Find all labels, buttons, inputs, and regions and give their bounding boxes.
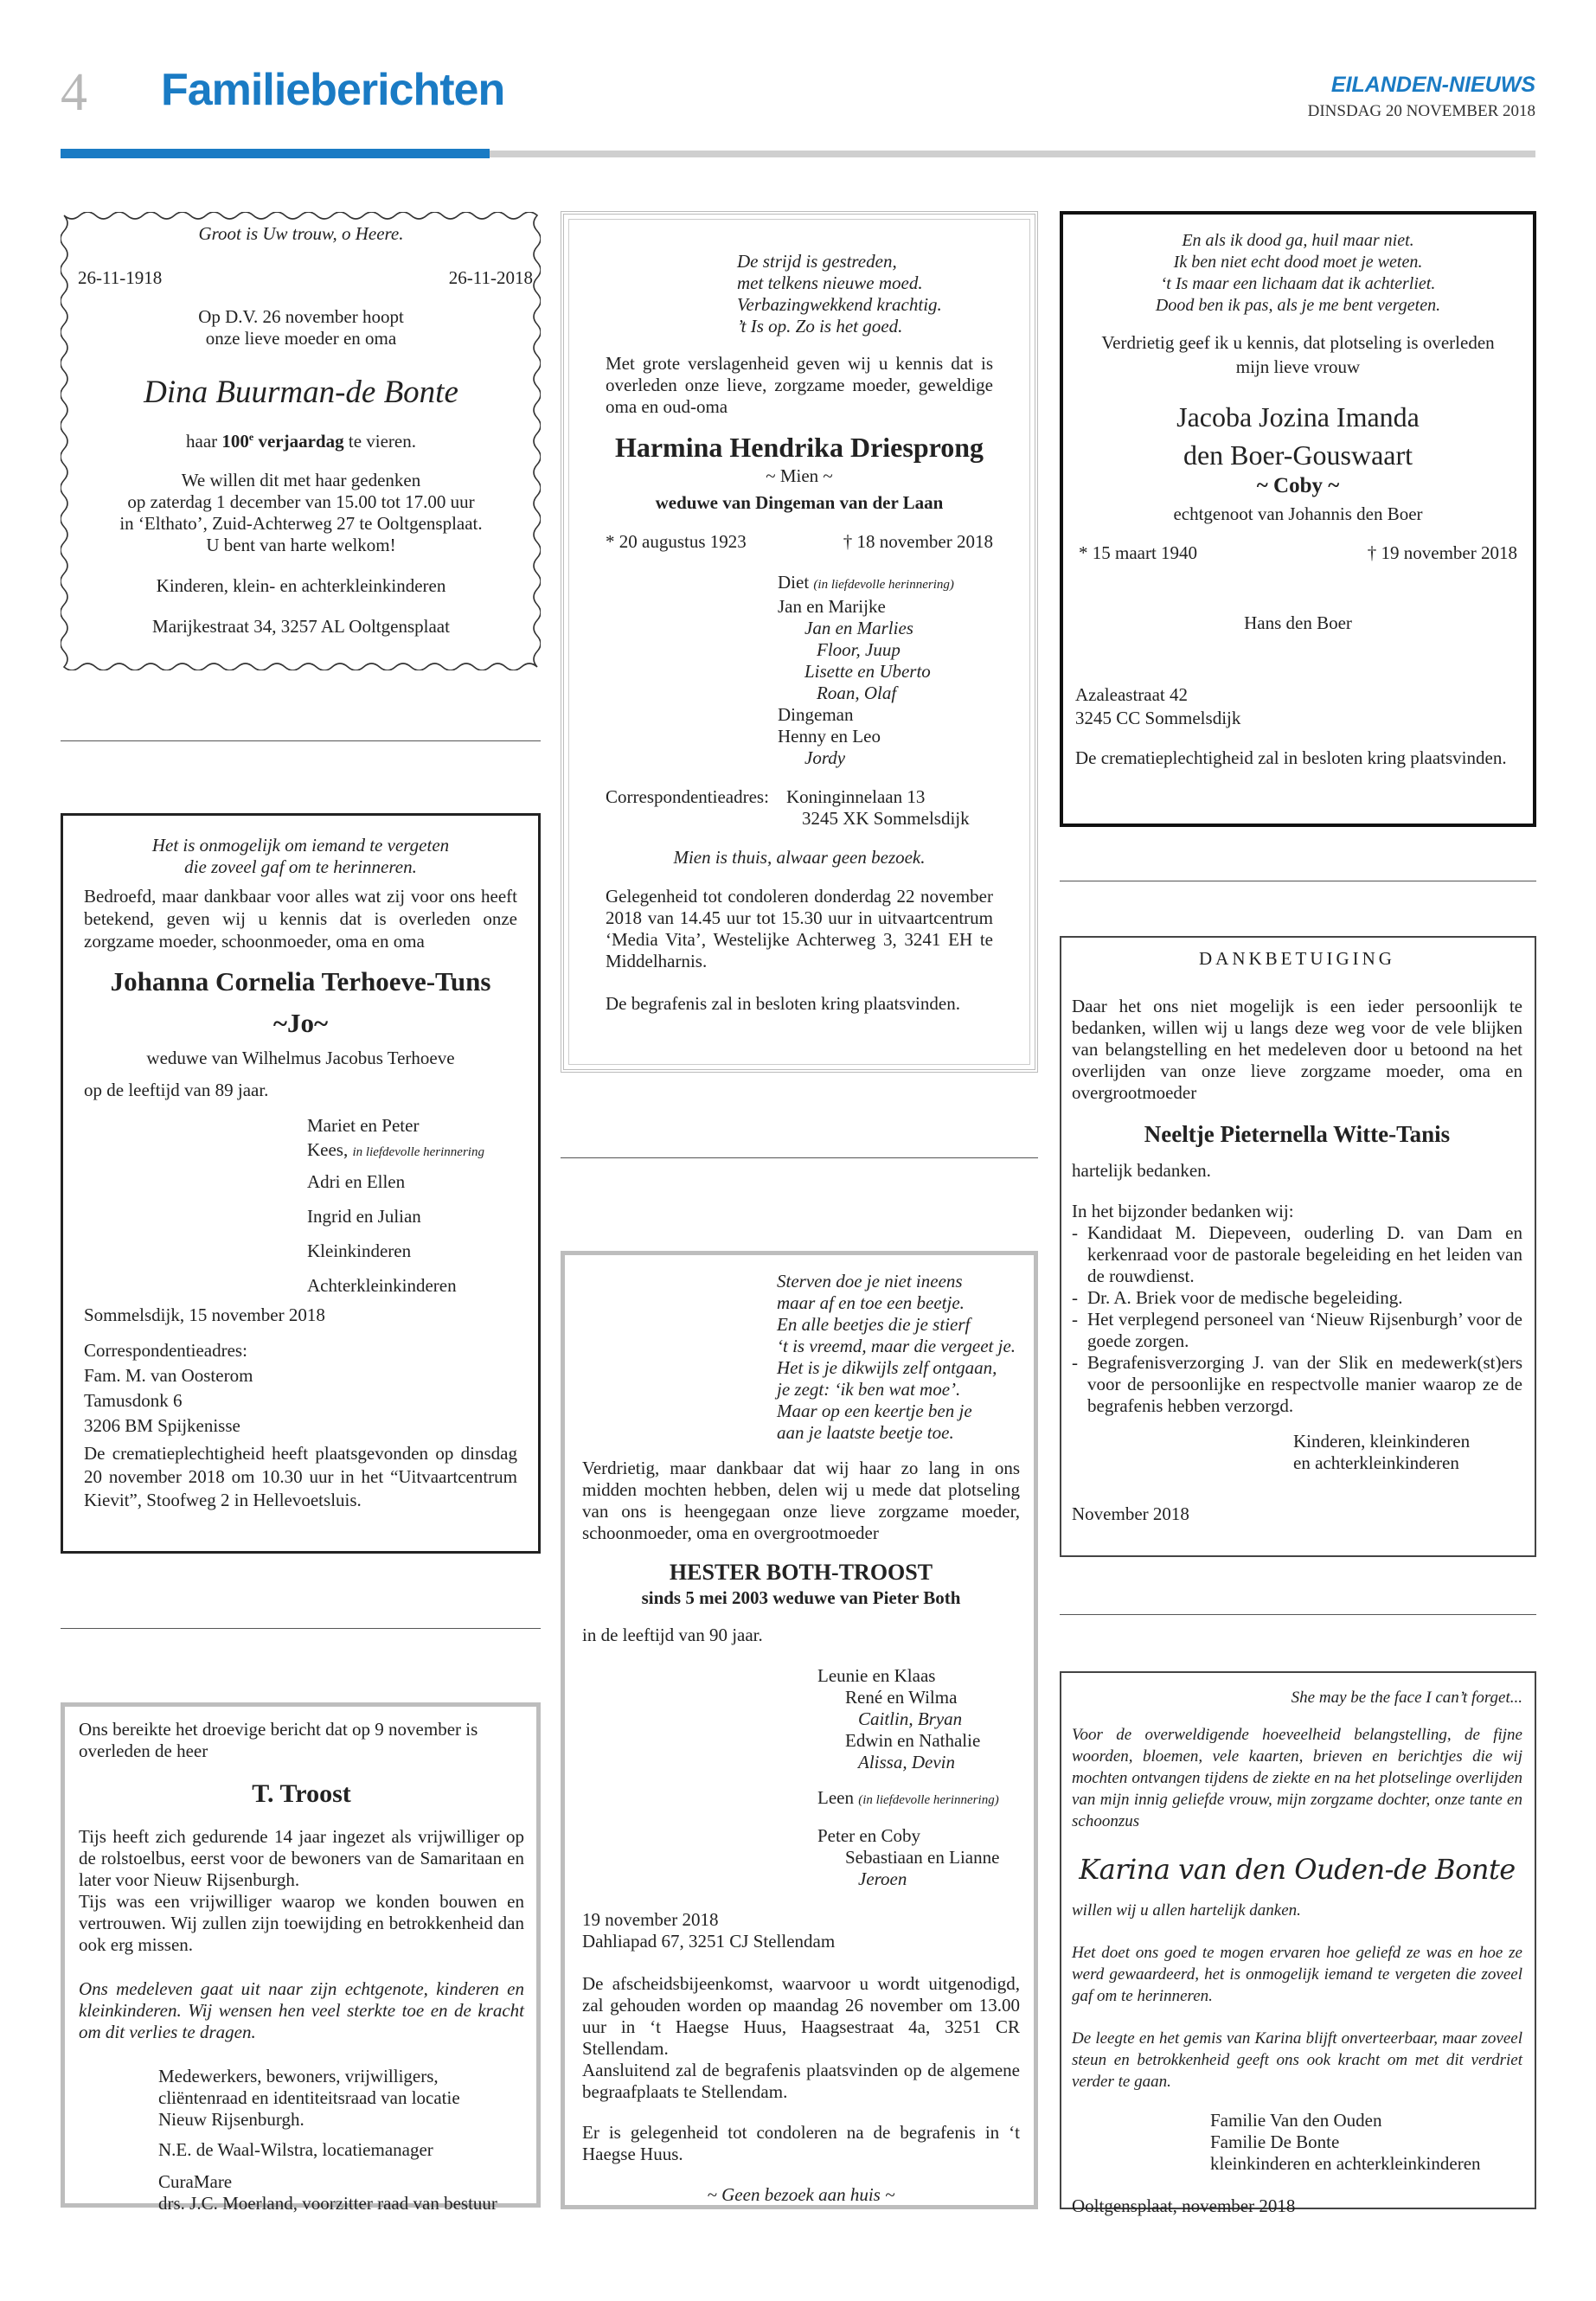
note: Mien is thuis, alwaar geen bezoek. bbox=[673, 847, 926, 868]
signature: en achterkleinkinderen bbox=[1293, 1452, 1459, 1473]
birth-date: 26-11-1918 bbox=[78, 267, 163, 288]
age: in de leeftijd van 90 jaar. bbox=[582, 1625, 763, 1645]
thanks: hartelijk bedanken. bbox=[1072, 1160, 1211, 1181]
relative: Jan en Marijke bbox=[778, 596, 886, 617]
relative: Alissa, Devin bbox=[858, 1752, 955, 1772]
death-date: † 19 november 2018 bbox=[1367, 542, 1517, 563]
text-line: We willen dit met haar gedenken bbox=[181, 470, 421, 490]
motto: ’t Is op. Zo is het goed. bbox=[737, 316, 903, 336]
issue-date: DINSDAG 20 NOVEMBER 2018 bbox=[1307, 102, 1535, 120]
relative: Lisette en Uberto bbox=[804, 661, 931, 682]
signature: Hans den Boer bbox=[1244, 612, 1352, 633]
page-number: 4 bbox=[61, 63, 87, 122]
separator bbox=[61, 740, 541, 741]
correspondence: Tamusdonk 6 bbox=[84, 1390, 183, 1411]
relative: Edwin en Nathalie bbox=[845, 1730, 981, 1751]
list-item: - Dr. A. Briek voor de medische begeleiding. bbox=[1072, 1287, 1403, 1308]
signature: Nieuw Rijsenburgh. bbox=[158, 2109, 304, 2130]
person-name: Neeltje Pieternella Witte-Tanis bbox=[1144, 1121, 1451, 1147]
motto: Groot is Uw trouw, o Heere. bbox=[198, 223, 404, 244]
correspondence: Koninginnelaan 13 bbox=[785, 786, 926, 807]
address: Dahliapad 67, 3251 CJ Stellendam bbox=[582, 1931, 836, 1952]
intro: Ons bereikte het droevige bericht dat op 9 november is overleden de heer bbox=[79, 1719, 478, 1761]
widow-of: weduwe van Wilhelmus Jacobus Terhoeve bbox=[146, 1048, 455, 1068]
cremation-note: De crematieplechtigheid heeft plaatsgevonden op dinsdag 20 november 2018 om 10.30 uur in het “Uitvaartcentrum Kievit”, Stoofweg 2 in Hellevoetsluis. bbox=[84, 1443, 517, 1510]
place-date: Sommelsdijk, 15 november 2018 bbox=[84, 1304, 325, 1325]
date: November 2018 bbox=[1072, 1503, 1189, 1524]
widow-of: weduwe van Dingeman van der Laan bbox=[655, 492, 944, 513]
ad-obituary-troost bbox=[61, 1702, 541, 2214]
newspaper-logo: EILANDEN-NIEUWS bbox=[1330, 73, 1535, 97]
nickname: ~Jo~ bbox=[272, 1008, 329, 1038]
motto: ‘t Is maar een lichaam dat ik achterliet. bbox=[1160, 274, 1436, 293]
signature: cliëntenraad en identiteitsraad van locatie bbox=[158, 2087, 460, 2108]
spouse: echtgenoot van Johannis den Boer bbox=[1173, 503, 1423, 524]
motto: ‘t is vreemd, maar die vergeet je. bbox=[777, 1336, 1016, 1356]
age: op de leeftijd van 89 jaar. bbox=[84, 1080, 269, 1100]
address: 3245 CC Sommelsdijk bbox=[1075, 708, 1241, 728]
person-name: Harmina Hendrika Driesprong bbox=[614, 432, 984, 463]
paragraph: Het doet ons goed te mogen ervaren hoe geliefd ze was en hoe ze werd gewaardeerd, het is onmogelijk iemand te vergeten die zoveel gaf om te herinneren. bbox=[1072, 1944, 1522, 2005]
correspondence: Fam. M. van Oosterom bbox=[84, 1365, 253, 1386]
address: Azaleastraat 42 bbox=[1075, 684, 1189, 705]
intro: Verdrietig geef ik u kennis, dat plotseling is overleden bbox=[1101, 332, 1495, 353]
relative: Henny en Leo bbox=[778, 726, 881, 747]
signature: Familie Van den Ouden bbox=[1210, 2110, 1382, 2131]
relative: Ingrid en Julian bbox=[307, 1206, 421, 1227]
birth-date: * 15 maart 1940 bbox=[1079, 542, 1198, 563]
farewell-info: De afscheidsbijeenkomst, waarvoor u wordt uitgenodigd, zal gehouden worden op maandag 26 november om 13.00 uur in ‘t Haegse Huus, Haagsestraat 4a, 3251 CR Stellendam. bbox=[582, 1973, 1020, 2059]
relative: Kleinkinderen bbox=[307, 1240, 412, 1261]
intro: Bedroefd, maar dankbaar voor alles wat zij voor ons heeft betekend, geven wij u kennis dat is overleden onze zorgzame moeder, schoonmoeder, oma en oma bbox=[84, 886, 517, 952]
date: 19 november 2018 bbox=[582, 1909, 719, 1930]
signature: N.E. de Waal-Wilstra, locatiemanager bbox=[158, 2139, 433, 2160]
motto: Maar op een keertje ben je bbox=[777, 1400, 972, 1421]
signature: Familie De Bonte bbox=[1210, 2131, 1340, 2152]
heading: DANKBETUIGING bbox=[1199, 948, 1395, 969]
relative: Floor, Juup bbox=[817, 639, 901, 660]
text-line: onze lieve moeder en oma bbox=[205, 328, 397, 349]
ad-obituary-harmina bbox=[561, 211, 1038, 1073]
motto: Ik ben niet echt dood moet je weten. bbox=[1173, 253, 1423, 272]
person-name: den Boer-Gouswaart bbox=[1183, 439, 1413, 471]
relative: Kees, in liefdevolle herinnering bbox=[307, 1139, 484, 1160]
person-name: Karina van den Ouden-de Bonte bbox=[1079, 1853, 1516, 1886]
ad-obituary-johanna bbox=[61, 813, 541, 1554]
paragraph: Tijs heeft zich gedurende 14 jaar ingezet als vrijwilliger op de rolstoelbus, eerst voor de bewoners van de Samaritaan en later voor Nieuw Rijsenburgh. bbox=[79, 1826, 524, 1890]
ad-thanks-karina bbox=[1060, 1671, 1536, 2216]
header-rule bbox=[490, 151, 1535, 157]
funeral-info: De begrafenis zal in besloten kring plaatsvinden. bbox=[606, 993, 960, 1014]
birthday-line: haar 100e verjaardag te vieren. bbox=[186, 431, 416, 452]
relative: Leunie en Klaas bbox=[817, 1665, 936, 1686]
relative: Mariet en Peter bbox=[307, 1115, 420, 1136]
paragraph: De leegte en het gemis van Karina blijft onverteerbaar, maar zoveel steun en betrokkenheid geeft ons ook kracht om met dit verdriet verder te gaan. bbox=[1072, 2029, 1522, 2091]
condolence-info: Gelegenheid tot condoleren donderdag 22 november 2018 van 14.45 uur tot 15.30 uur in uitvaartcentrum ‘Media Vita’, Westelijke Achterweg 3, 3241 EH te Middelharnis. bbox=[606, 886, 993, 971]
relative: Sebastiaan en Lianne bbox=[845, 1847, 1000, 1868]
ad-birthday-dina bbox=[78, 223, 533, 638]
intro: Voor de overweldigende hoeveelheid belangstelling, de fijne woorden, bloemen, vele kaarten, brieven en berichtjes die wij mochten ontvangen tijdens de ziekte en na het plotselinge overlijden van mijn innig geliefde vrouw, mijn zorgzame dochter, onze tante en schoonzus bbox=[1072, 1726, 1522, 1830]
signature: CuraMare bbox=[158, 2171, 233, 2192]
nickname: ~ Coby ~ bbox=[1256, 474, 1340, 497]
person-name: T. Troost bbox=[252, 1779, 351, 1808]
text-line: Op D.V. 26 november hoopt bbox=[198, 306, 404, 327]
relative: René en Wilma bbox=[845, 1687, 958, 1708]
funeral-info: Aansluitend zal de begrafenis plaatsvinden op de algemene begraafplaats te Stellendam. bbox=[582, 2060, 1020, 2102]
motto: die zoveel gaf om te herinneren. bbox=[184, 856, 417, 877]
relative: Leen (in liefdevolle herinnering) bbox=[817, 1787, 999, 1808]
birthday-date: 26-11-2018 bbox=[448, 267, 533, 288]
text-line: in ‘Elthato’, Zuid-Achterweg 27 te Ooltgensplaat. bbox=[119, 513, 483, 534]
birth-date: * 20 augustus 1923 bbox=[606, 531, 747, 552]
relative: Adri en Ellen bbox=[307, 1171, 406, 1192]
intro: Daar het ons niet mogelijk is een ieder persoonlijk te bedanken, willen wij u langs deze weg voor de vele blijken van belangstelling en het medeleven door u betoond na het overlijden van onze lieve zorgzame moeder, oma en overgrootmoeder bbox=[1072, 996, 1522, 1103]
relative: Jan en Marlies bbox=[804, 618, 913, 638]
correspondence: Correspondentieadres: bbox=[84, 1340, 247, 1361]
section-title: Familieberichten bbox=[161, 65, 505, 115]
motto: Verbazingwekkend krachtig. bbox=[737, 294, 942, 315]
motto: De strijd is gestreden, bbox=[737, 251, 897, 272]
place-date: Ooltgensplaat, november 2018 bbox=[1072, 2195, 1296, 2216]
signature: drs. J.C. Moerland, voorzitter raad van bestuur bbox=[158, 2193, 497, 2214]
relative: Diet (in liefdevolle herinnering) bbox=[778, 572, 954, 593]
relative: Jeroen bbox=[858, 1868, 907, 1889]
ad-thanks-neeltje bbox=[1060, 936, 1536, 1557]
signature: kleinkinderen en achterkleinkinderen bbox=[1210, 2153, 1481, 2174]
list-item: - Begrafenisverzorging J. van der Slik en medewerk(st)ers voor de persoonlijke en respectvolle manier waarop ze de begrafenis hebben verzorgd. bbox=[1072, 1352, 1522, 1416]
intro: Verdrietig, maar dankbaar dat wij haar zo lang in ons midden mochten hebben, delen wij u mede dat plotseling van ons is heengegaan onze lieve zorgzame moeder, schoonmoeder, oma en overgrootmoeder bbox=[582, 1458, 1020, 1543]
special-thanks-heading: In het bijzonder bedanken wij: bbox=[1072, 1201, 1294, 1221]
correspondence: 3245 XK Sommelsdijk bbox=[801, 808, 970, 829]
condolence-info: Er is gelegenheid tot condoleren na de begrafenis in ‘t Haegse Huus. bbox=[582, 2122, 1020, 2164]
separator bbox=[1060, 1614, 1536, 1615]
relative: Achterkleinkinderen bbox=[307, 1275, 457, 1296]
intro: Met grote verslagenheid geven wij u kennis dat is overleden onze lieve, zorgzame moeder, geweldige oma en oud-oma bbox=[606, 353, 993, 417]
signature: Medewerkers, bewoners, vrijwilligers, bbox=[158, 2066, 439, 2086]
header-rule-accent bbox=[61, 149, 490, 158]
relative: Peter en Coby bbox=[817, 1825, 920, 1846]
motto: Het is je dikwijls zelf ontgaan, bbox=[777, 1357, 997, 1378]
separator bbox=[61, 1628, 541, 1629]
thanks-list bbox=[1072, 1222, 1522, 1417]
motto: Sterven doe je niet ineens bbox=[777, 1271, 963, 1292]
signature: Kinderen, klein- en achterkleinkinderen bbox=[156, 575, 446, 596]
correspondence: 3206 BM Spijkenisse bbox=[84, 1415, 240, 1436]
address: Marijkestraat 34, 3257 AL Ooltgensplaat bbox=[152, 616, 450, 637]
separator bbox=[561, 1157, 1038, 1158]
death-date: † 18 november 2018 bbox=[843, 531, 993, 552]
ad-obituary-jacoba bbox=[1060, 211, 1536, 827]
intro: mijn lieve vrouw bbox=[1235, 356, 1361, 377]
signature: Kinderen, kleinkinderen bbox=[1293, 1431, 1471, 1452]
motto: En alle beetjes die je stierf bbox=[777, 1314, 971, 1335]
list-item: - Het verplegend personeel van ‘Nieuw Rijsenburgh’ voor de goede zorgen. bbox=[1072, 1309, 1522, 1351]
motto: En als ik dood ga, huil maar niet. bbox=[1182, 231, 1414, 250]
widow-of: sinds 5 mei 2003 weduwe van Pieter Both bbox=[641, 1587, 961, 1608]
relative: Dingeman bbox=[778, 704, 854, 725]
motto: aan je laatste beetje toe. bbox=[777, 1422, 954, 1443]
ad-obituary-hester bbox=[561, 1251, 1038, 2209]
motto: Dood ben ik pas, als je me bent vergeten. bbox=[1155, 296, 1441, 315]
person-name: Dina Buurman-de Bonte bbox=[144, 375, 458, 410]
cremation-note: De crematieplechtigheid zal in besloten kring plaatsvinden. bbox=[1075, 747, 1507, 768]
correspondence-label: Correspondentieadres: bbox=[606, 786, 769, 807]
paragraph: Ons medeleven gaat uit naar zijn echtgenote, kinderen en kleinkinderen. Wij wensen hen veel sterkte toe en de kracht om dit verlies te dragen. bbox=[79, 1978, 524, 2042]
motto: je zegt: ‘ik ben wat moe’. bbox=[777, 1379, 961, 1400]
list-item: - Kandidaat M. Diepeveen, ouderling D. van Dam en kerkenraad voor de pastorale begeleiding en het leiden van de rouwdienst. bbox=[1072, 1222, 1522, 1286]
motto: She may be the face I can’t forget... bbox=[1291, 1689, 1522, 1707]
text-line: U bent van harte welkom! bbox=[206, 535, 396, 555]
motto: Het is onmogelijk om iemand te vergeten bbox=[151, 835, 450, 856]
motto: maar af en toe een beetje. bbox=[777, 1292, 965, 1313]
note: ~ Geen bezoek aan huis ~ bbox=[707, 2184, 895, 2205]
nickname: ~ Mien ~ bbox=[766, 465, 833, 486]
text-line: op zaterdag 1 december van 15.00 tot 17.00 uur bbox=[127, 491, 475, 512]
person-name: Johanna Cornelia Terhoeve-Tuns bbox=[110, 966, 491, 997]
relative: Jordy bbox=[804, 747, 846, 768]
person-name: HESTER BOTH-TROOST bbox=[669, 1560, 933, 1585]
relative: Roan, Olaf bbox=[817, 683, 897, 703]
relative: Caitlin, Bryan bbox=[858, 1708, 963, 1729]
person-name: Jacoba Jozina Imanda bbox=[1176, 401, 1420, 433]
motto: met telkens nieuwe moed. bbox=[737, 272, 923, 293]
thanks: willen wij u allen hartelijk danken. bbox=[1072, 1901, 1301, 1920]
paragraph: Tijs was een vrijwilliger waarop we konden bouwen en vertrouwen. Wij zullen zijn toewijding en betrokkenheid dan ook erg missen. bbox=[79, 1891, 524, 1955]
